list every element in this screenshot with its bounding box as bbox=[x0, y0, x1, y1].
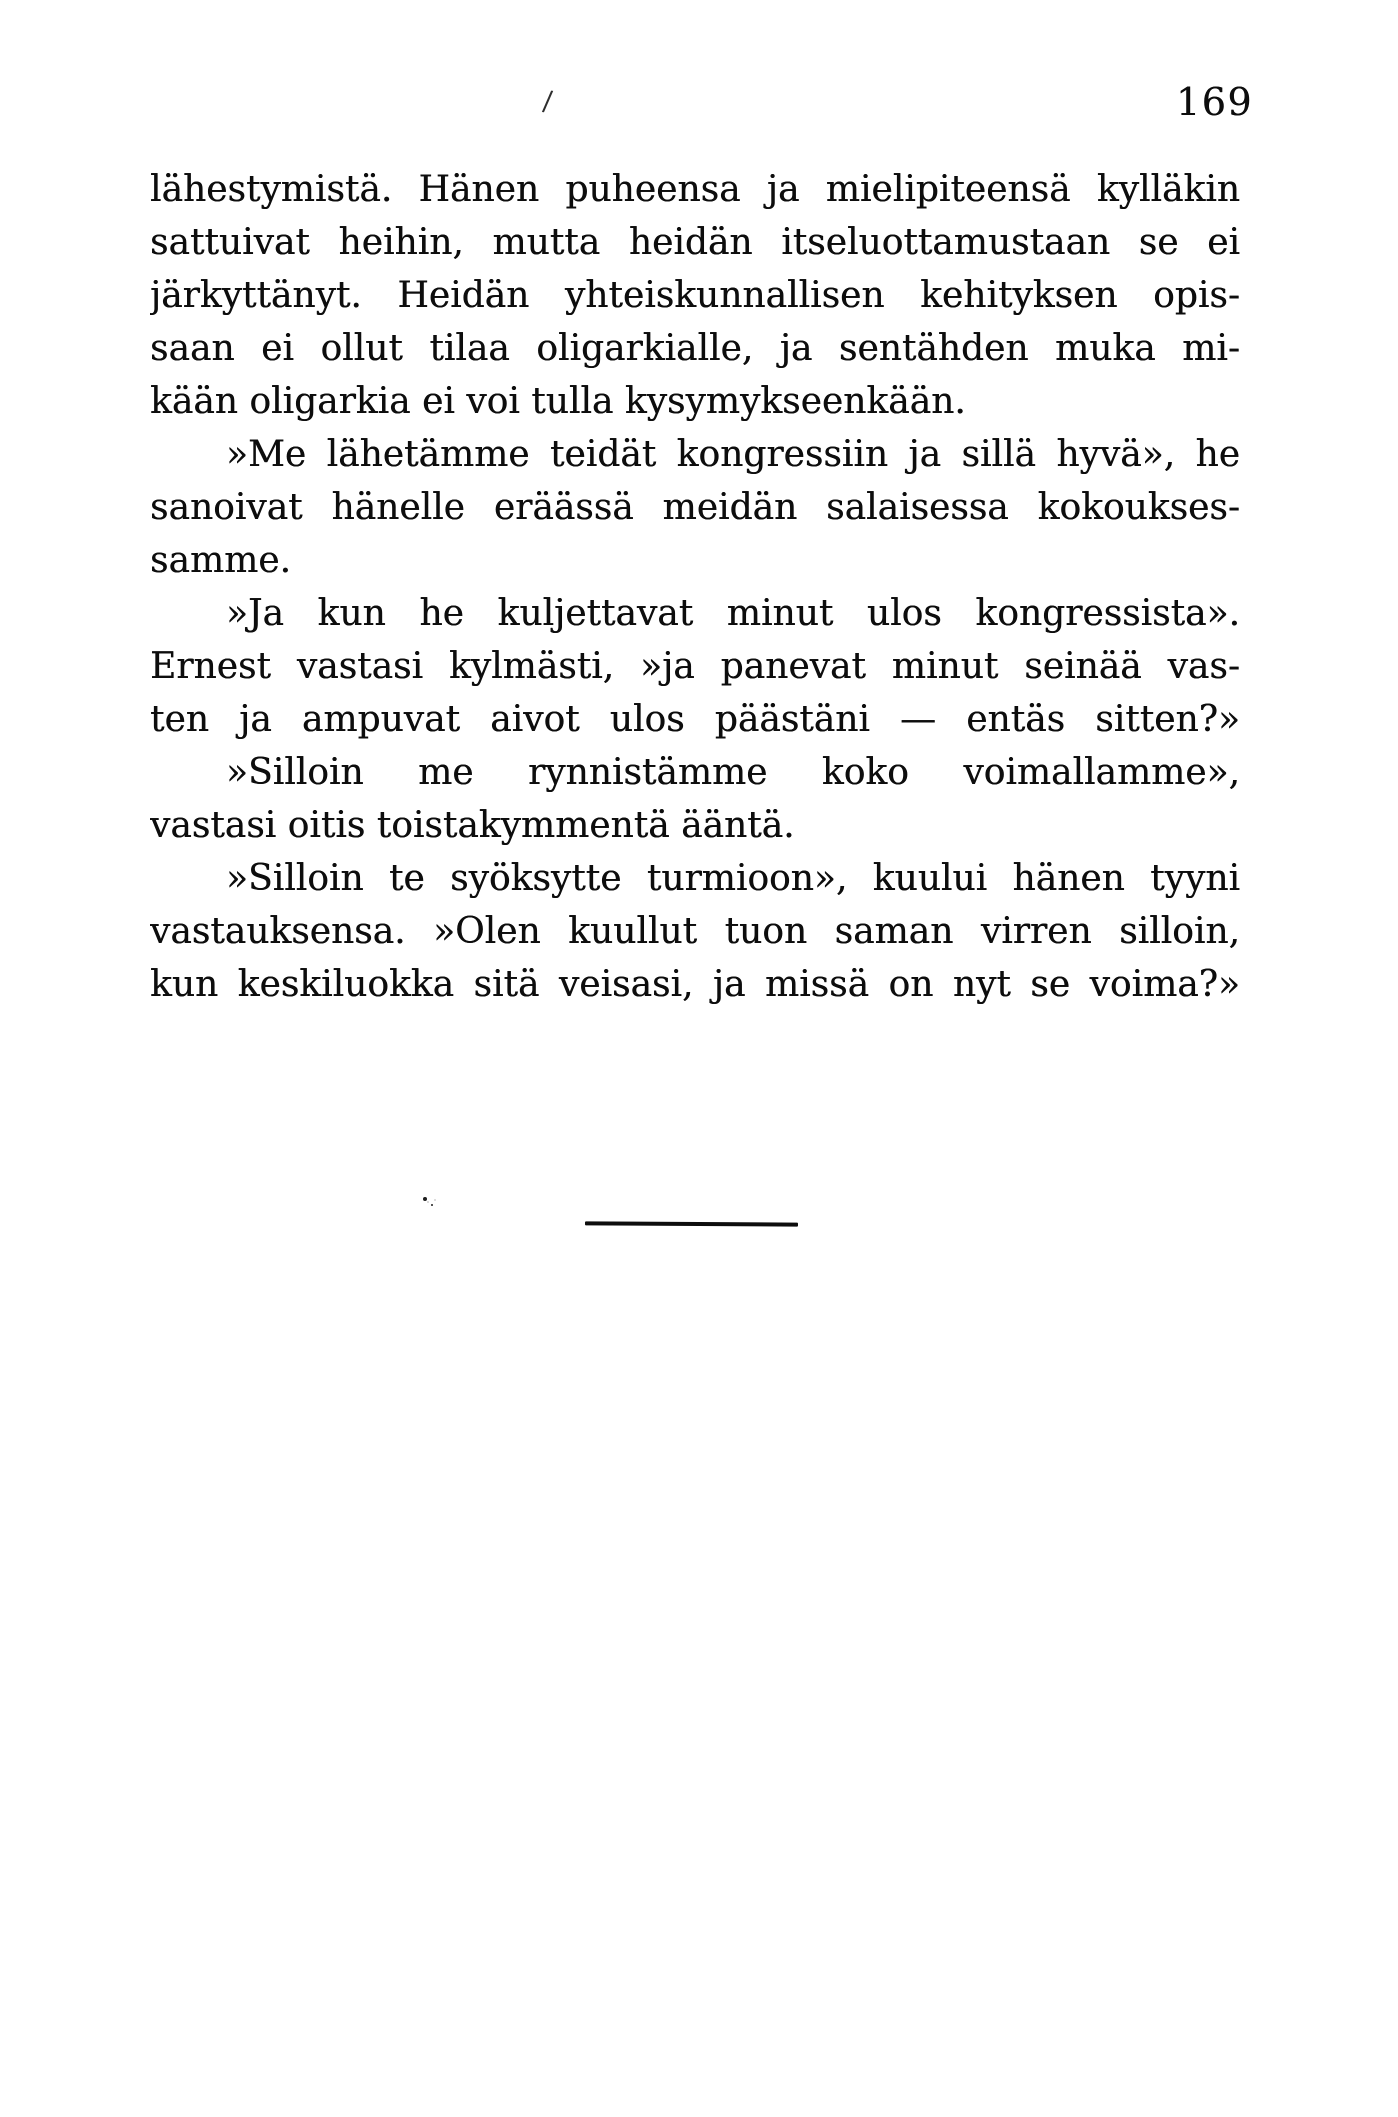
text-line-8: samme. bbox=[150, 540, 291, 581]
text-line-16: kun keskiluokka sitä veisasi, ja missä on nyt se voima?» bbox=[150, 964, 1240, 1005]
text-line-2: sattuivat heihin, mutta heidän itseluottamustaan se ei bbox=[150, 222, 1240, 263]
text-line-15: vastauksensa. »Olen kuullut tuon saman virren silloin, bbox=[150, 911, 1240, 952]
page-number: 169 bbox=[1176, 80, 1254, 124]
ink-speck bbox=[423, 1197, 427, 1201]
text-line-9: »Ja kun he kuljettavat minut ulos kongressista». bbox=[226, 593, 1240, 634]
text-line-10: Ernest vastasi kylmästi, »ja panevat minut seinää vas- bbox=[150, 646, 1240, 687]
text-line-3: järkyttänyt. Heidän yhteiskunnallisen kehityksen opis- bbox=[150, 275, 1240, 316]
text-line-1: lähestymistä. Hänen puheensa ja mielipiteensä kylläkin bbox=[150, 169, 1240, 210]
text-line-5: kään oligarkia ei voi tulla kysymykseenkään. bbox=[150, 381, 966, 422]
text-line-14: »Silloin te syöksytte turmioon», kuului hänen tyyni bbox=[226, 858, 1240, 899]
text-line-12: »Silloin me rynnistämme koko voimallamme», bbox=[226, 752, 1240, 793]
stray-slash-mark: / bbox=[541, 85, 554, 118]
text-line-11: ten ja ampuvat aivot ulos päästäni — entäs sitten?» bbox=[150, 699, 1240, 740]
body-text bbox=[150, 163, 1240, 1011]
text-line-13: vastasi oitis toistakymmentä ääntä. bbox=[150, 805, 795, 846]
text-line-7: sanoivat hänelle eräässä meidän salaisessa kokoukses- bbox=[150, 487, 1240, 528]
text-line-4: saan ei ollut tilaa oligarkialle, ja sentähden muka mi- bbox=[150, 328, 1240, 369]
section-divider-rule bbox=[585, 1221, 798, 1226]
text-line-6: »Me lähetämme teidät kongressiin ja sillä hyvä», he bbox=[226, 434, 1240, 475]
